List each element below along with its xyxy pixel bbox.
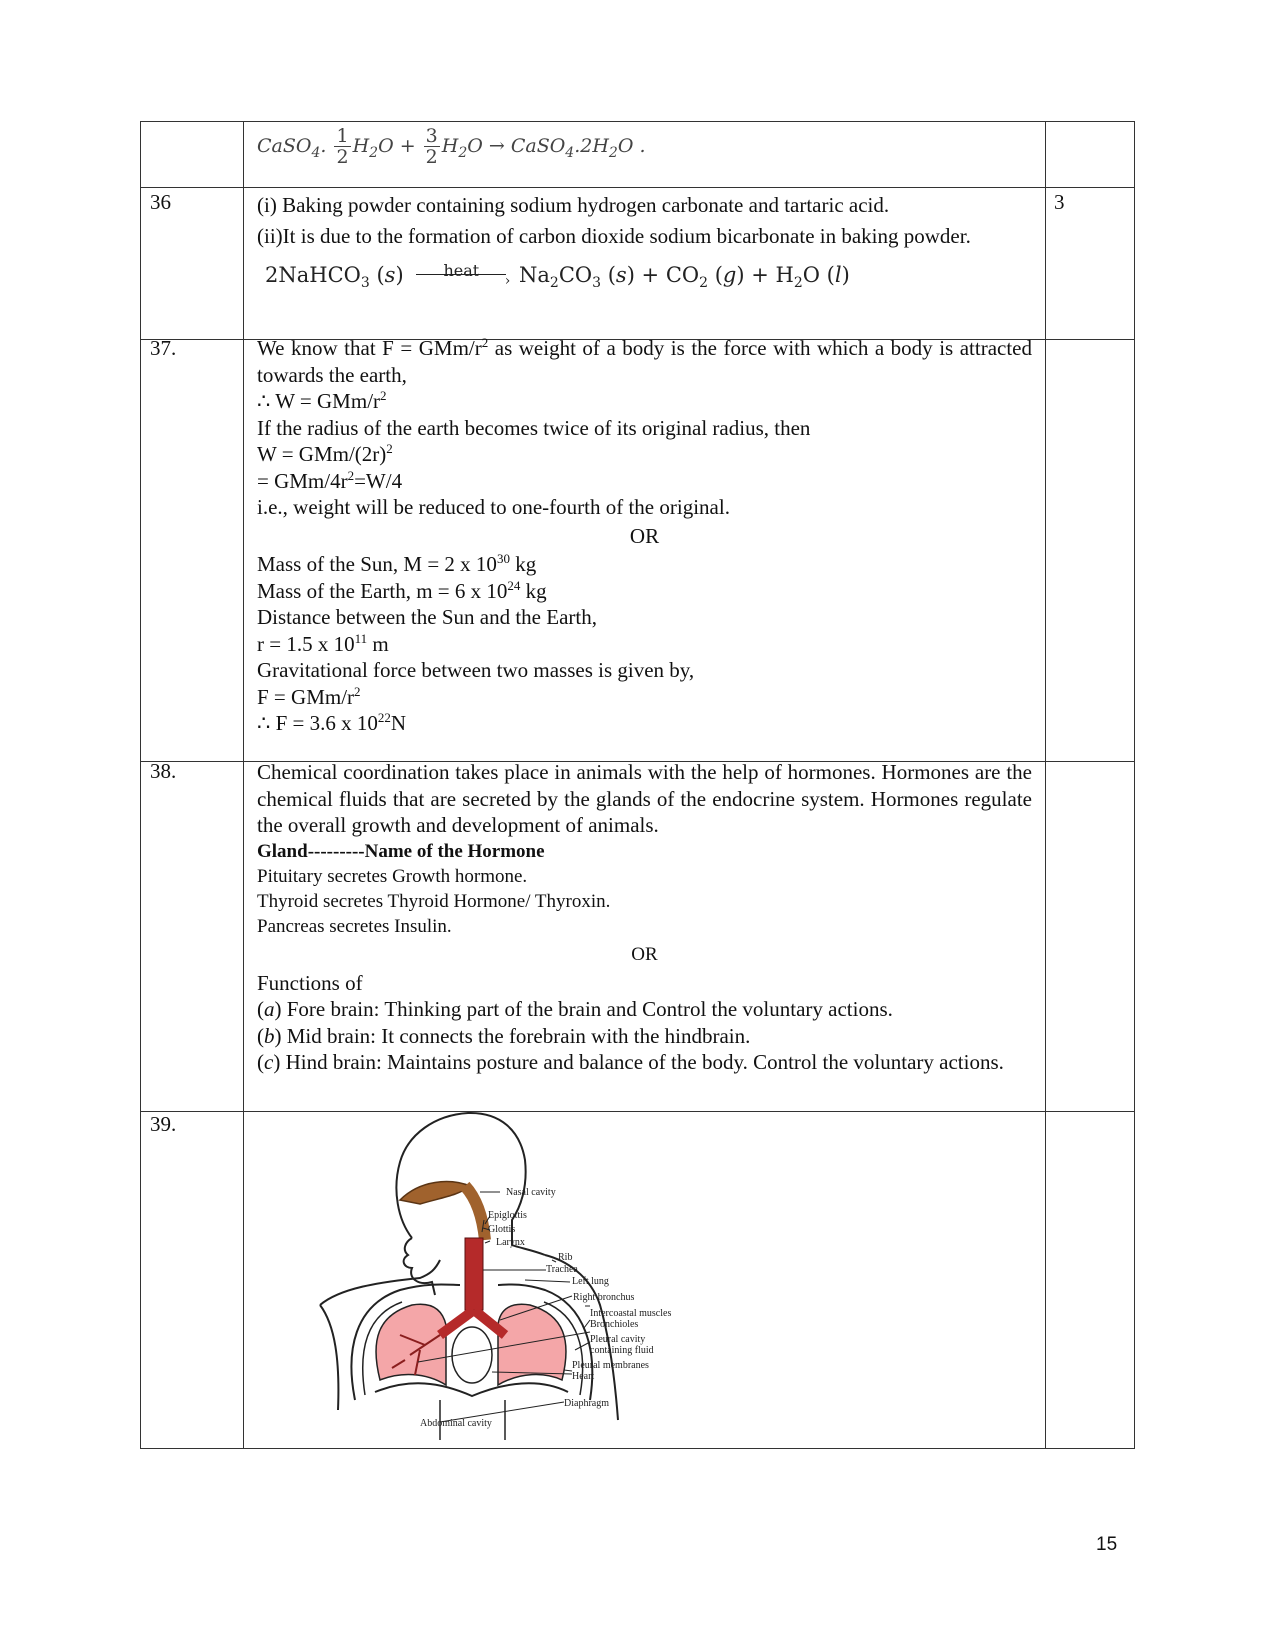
answer-line: r = 1.5 x $10^{11}$ m: [257, 630, 389, 656]
label-rib: Rib: [558, 1252, 573, 1263]
label-pleural-cavity: Pleural cavity: [590, 1334, 646, 1345]
label-epiglottis: Epiglottis: [488, 1210, 527, 1221]
row-divider: [140, 187, 1135, 188]
gland-item: Thyroid secretes Thyroid Hormone/ Thyroxin.: [257, 890, 611, 912]
table-divider-num: [243, 121, 244, 1449]
answer-line: Functions of: [257, 970, 363, 995]
gland-item: Pituitary secretes Growth hormone.: [257, 865, 528, 887]
respiratory-system-diagram: [300, 1110, 770, 1440]
caso4-equation: CaSO$_4$. $\frac{1}{2}$ $H_2O$ + $\frac{3}{2}$ $H_2O$ → $CaSO_4.2H_2O$ .: [257, 125, 646, 168]
answer-36: [257, 190, 1032, 292]
page-number: 15: [1096, 1534, 1118, 1555]
answer-line: (c) Hind brain: Maintains posture and balance of the body. Control the voluntary actions.: [257, 1050, 1004, 1074]
table-divider-marks: [1045, 121, 1046, 1449]
label-left-lung: Left lung: [572, 1276, 609, 1287]
table-border-bottom: [140, 1448, 1135, 1449]
table-border-right: [1134, 121, 1135, 1449]
label-nasal-cavity: Nasal cavity: [506, 1187, 556, 1198]
answer-paragraph: Chemical coordination takes place in animals with the help of hormones. Hormones are the chemical fluids that are secreted by the glands of the endocrine system. Hormones regulate the overall growth and development of animals.: [257, 760, 1032, 837]
question-number: 36: [150, 190, 171, 214]
answer-line: i.e., weight will be reduced to one-fourth of the original.: [257, 495, 730, 519]
baking-soda-equation: 2NaHCO$_3$ (s) $^{heat}$ › $Na_2CO_3$ $(s) + CO_2$ $(g) + H_2O$ (l): [265, 261, 850, 292]
gland-item: Pancreas secretes Insulin.: [257, 915, 452, 937]
label-pleural-membranes: Pleural membranes: [572, 1360, 649, 1371]
question-number: 37.: [150, 336, 177, 360]
row-caso4-equation: [257, 126, 1032, 167]
label-right-bronchus: Right bronchus: [573, 1292, 635, 1303]
answer-line: (i) Baking powder containing sodium hydrogen carbonate and tartaric acid.: [257, 193, 890, 217]
label-heart: Heart: [572, 1371, 595, 1382]
label-glottis: Glottis: [488, 1224, 516, 1235]
answer-line: = GMm/$4r^2=W/4$: [257, 467, 403, 493]
label-diaphragm: Diaphragm: [564, 1398, 609, 1409]
heat-label: heat: [443, 261, 480, 280]
label-bronchioles: Bronchioles: [590, 1319, 639, 1330]
label-intercostal-muscles: Intercoastal muscles: [590, 1308, 672, 1319]
answer-line: Distance between the Sun and the Earth,: [257, 605, 597, 629]
answer-38: [257, 759, 1032, 1076]
or-separator: OR: [629, 523, 660, 548]
gland-heading: Gland---------Name of the Hormone: [257, 840, 545, 862]
question-number: 38.: [150, 759, 177, 783]
label-larynx: Larynx: [496, 1237, 525, 1248]
answer-37: [257, 335, 1032, 737]
label-abdominal-cavity: Abdominal cavity: [420, 1418, 492, 1429]
answer-line: ∴ F = 3.6 x $10^{22}N$: [257, 710, 407, 735]
answer-line: W = GMm/$(2r)^2$: [257, 441, 393, 466]
answer-line: Mass of the Earth, m = 6 x $10^{24}$ kg: [257, 577, 547, 603]
answer-line: F = GMm/$r^2$: [257, 683, 361, 709]
answer-line: (a) Fore brain: Thinking part of the brain and Control the voluntary actions.: [257, 997, 893, 1021]
label-trachea: Trachea: [546, 1264, 578, 1275]
answer-line: (ii)It is due to the formation of carbon dioxide sodium bicarbonate in baking powder.: [257, 224, 971, 248]
table-border-left: [140, 121, 141, 1449]
question-number: 39.: [150, 1112, 177, 1136]
table-border-top: [140, 121, 1135, 122]
answer-line: (b) Mid brain: It connects the forebrain with the hindbrain.: [257, 1023, 751, 1048]
label-pleural-cavity-fluid: containing fluid: [590, 1345, 654, 1356]
answer-line: Mass of the Sun, M = 2 x $10^{30}$ kg: [257, 551, 537, 576]
answer-line: Gravitational force between two masses is given by,: [257, 658, 695, 682]
answer-line: If the radius of the earth becomes twice of its original radius, then: [257, 415, 811, 440]
marks: 3: [1054, 190, 1065, 214]
answer-line: ∴ W = GMm/$r^2$: [257, 388, 387, 413]
or-separator: OR: [631, 943, 658, 965]
answer-line: We know that F = GMm/$r^2$ as weight of a body is the force with which a body is attracted towards the earth,: [257, 335, 1033, 387]
